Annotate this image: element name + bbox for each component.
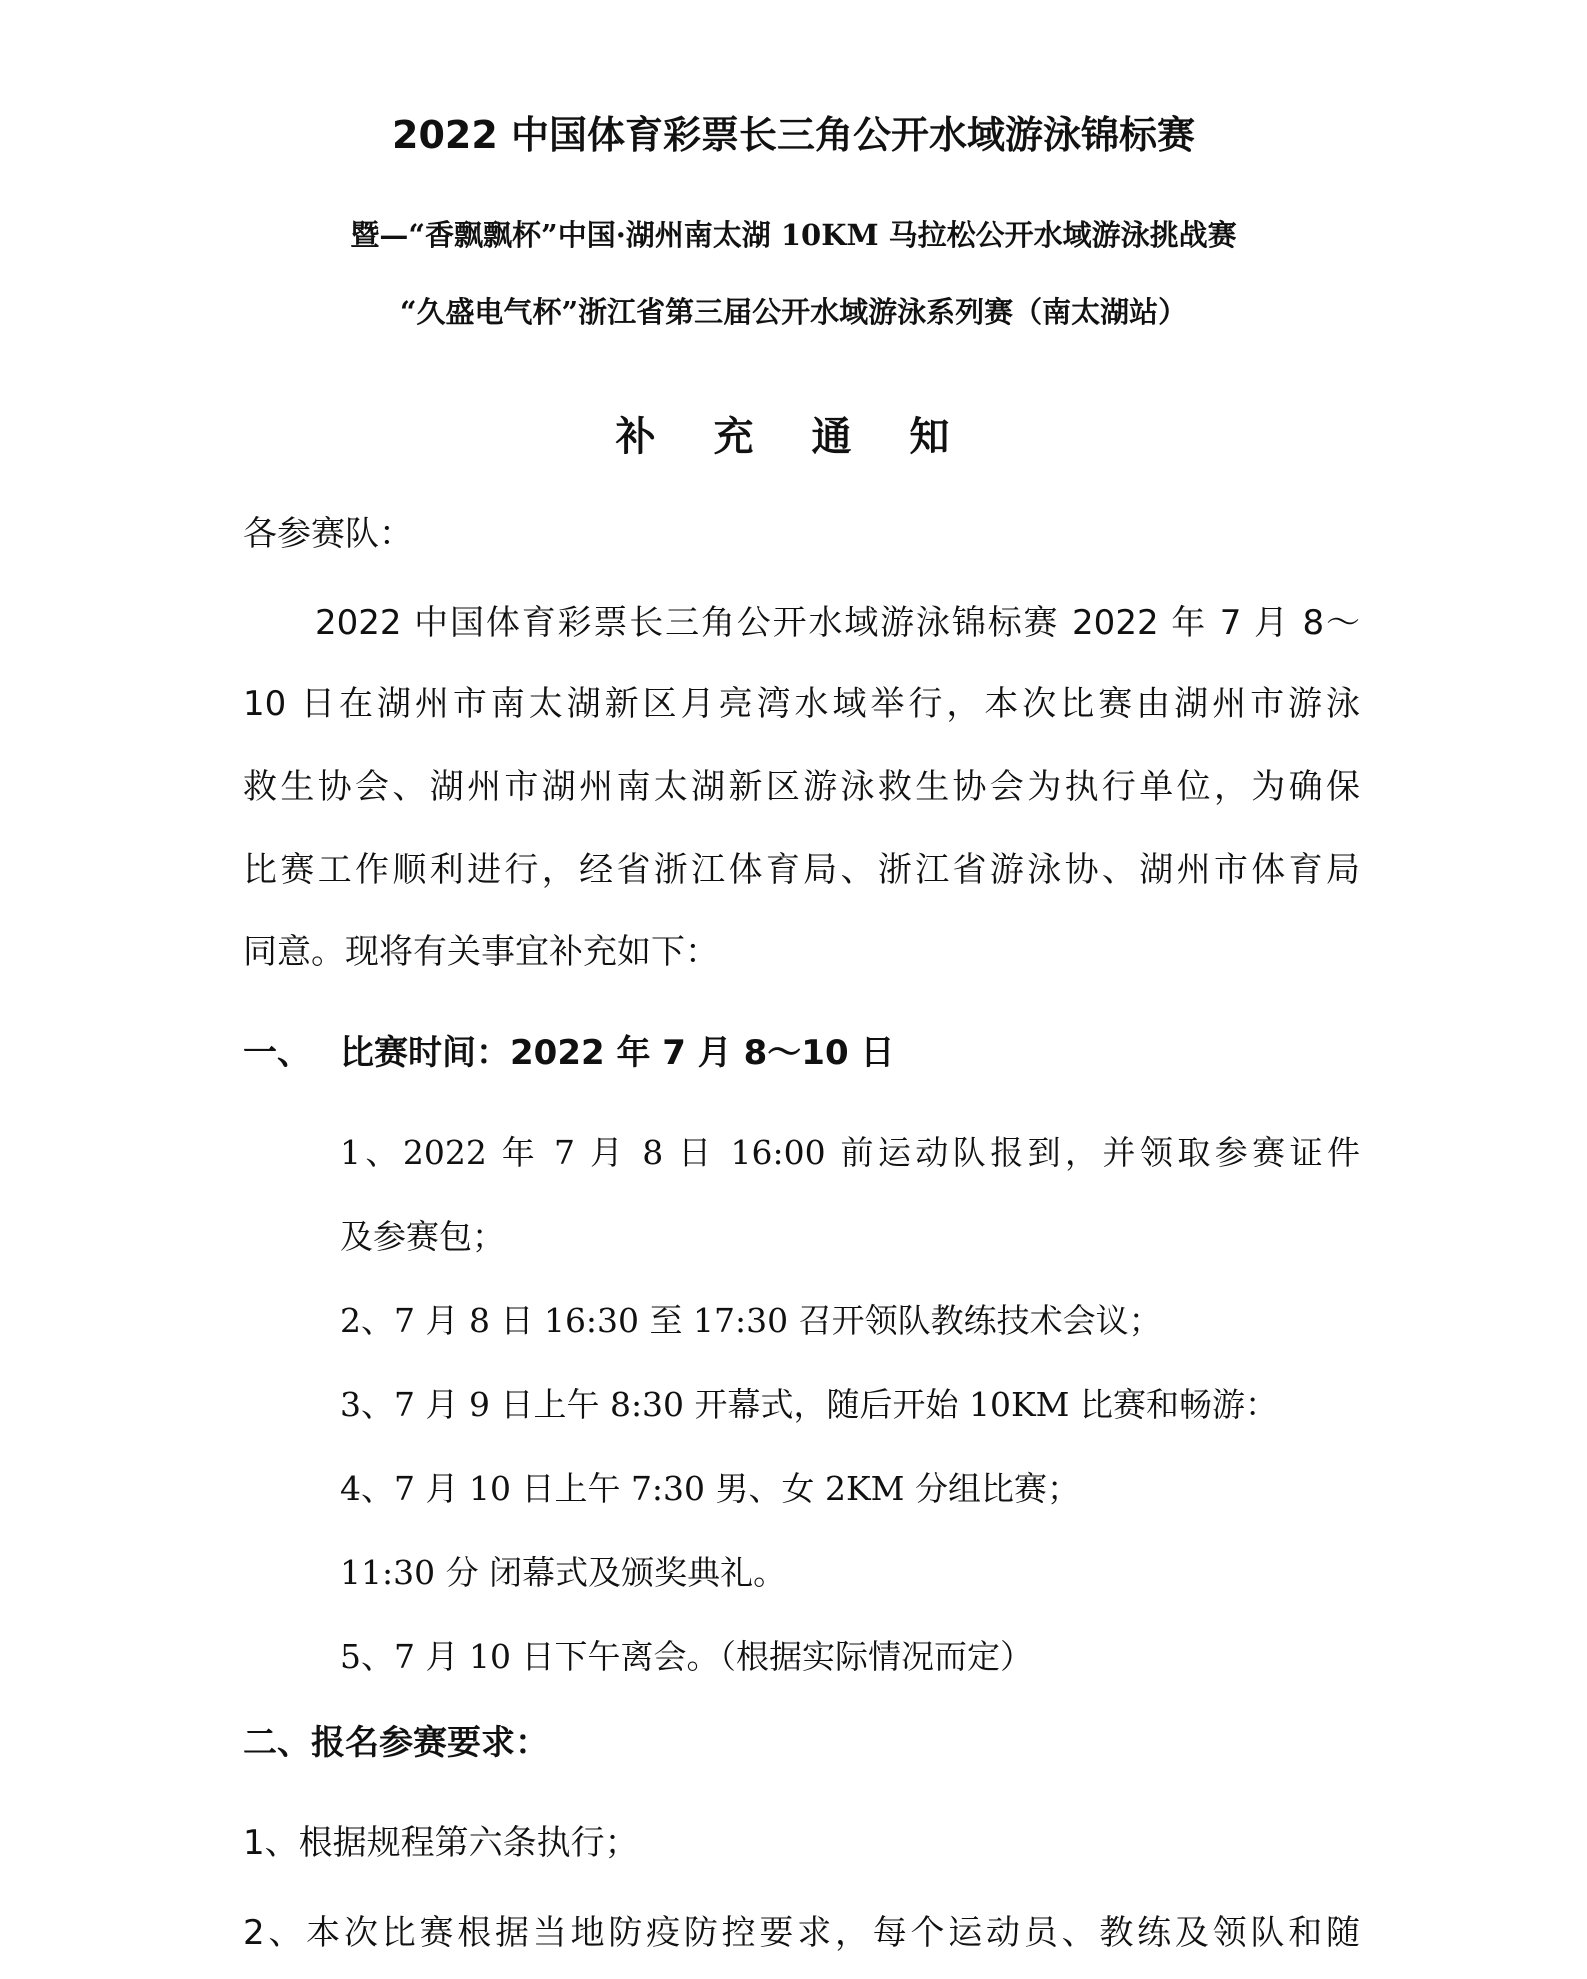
schedule-item: 5、7 月 10 日下午离会。（根据实际情况而定） xyxy=(340,1637,1033,1676)
notice-title: 补 充 通 知 xyxy=(615,413,972,460)
section-1-heading: 比赛时间：2022 年 7 月 8～10 日 xyxy=(340,1033,895,1073)
intro-line: 救生协会、湖州市湖州南太湖新区游泳救生协会为执行单位，为确保 xyxy=(243,767,1360,807)
schedule-item: 1、2022 年 7 月 8 日 16:00 前运动队报到，并领取参赛证件 xyxy=(340,1133,1360,1172)
intro-line: 比赛工作顺利进行，经省浙江体育局、浙江省游泳协、湖州市体育局 xyxy=(243,850,1360,890)
document-subtitle-2: “久盛电气杯”浙江省第三届公开水域游泳系列赛（南太湖站） xyxy=(399,295,1188,329)
section-1-number: 一、 xyxy=(243,1033,311,1073)
requirement-item: 2、本次比赛根据当地防疫防控要求，每个运动员、教练及领队和随 xyxy=(243,1913,1360,1953)
requirement-item: 1、根据规程第六条执行； xyxy=(243,1823,639,1863)
schedule-item: 11:30 分 闭幕式及颁奖典礼。 xyxy=(340,1553,787,1592)
document-subtitle-1: 暨—“香飘飘杯”中国·湖州南太湖 10KM 马拉松公开水域游泳挑战赛 xyxy=(350,218,1237,252)
intro-line: 2022 中国体育彩票长三角公开水域游泳锦标赛 2022 年 7 月 8～ xyxy=(315,603,1360,643)
intro-line: 10 日在湖州市南太湖新区月亮湾水域举行，本次比赛由湖州市游泳 xyxy=(243,684,1360,724)
schedule-item: 2、7 月 8 日 16:30 至 17:30 召开领队教练技术会议； xyxy=(340,1301,1162,1340)
intro-line: 同意。现将有关事宜补充如下： xyxy=(243,932,719,972)
schedule-item: 4、7 月 10 日上午 7:30 男、女 2KM 分组比赛； xyxy=(340,1469,1080,1508)
document-title: 2022 中国体育彩票长三角公开水域游泳锦标赛 xyxy=(392,113,1195,157)
salutation: 各参赛队： xyxy=(243,514,413,554)
schedule-item: 3、7 月 9 日上午 8:30 开幕式，随后开始 10KM 比赛和畅游： xyxy=(340,1385,1278,1424)
schedule-item: 及参赛包； xyxy=(340,1217,505,1256)
section-2-heading: 二、报名参赛要求： xyxy=(243,1723,549,1763)
